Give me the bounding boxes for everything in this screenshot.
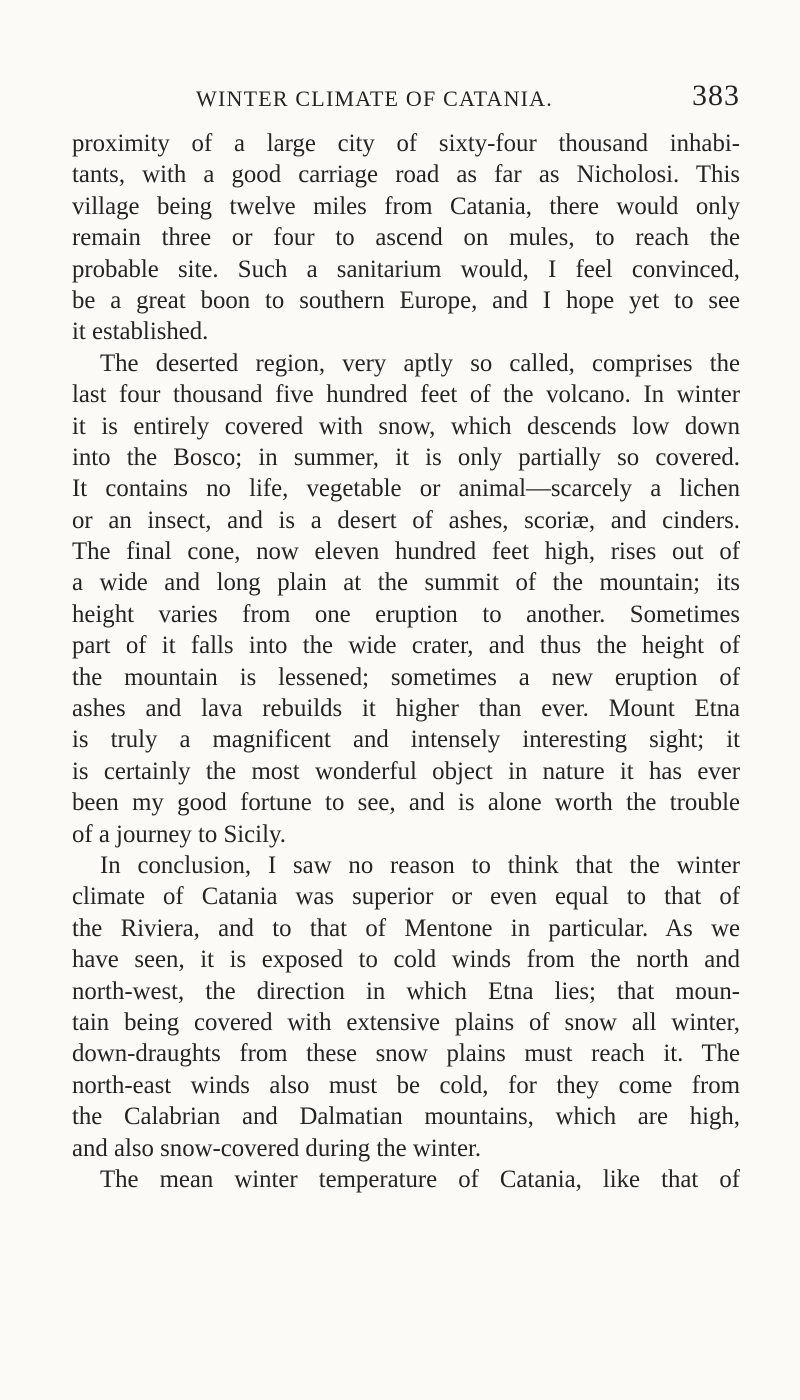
text-line: north-east winds also must be cold, for they come from bbox=[72, 1071, 740, 1099]
body-text bbox=[72, 128, 740, 1195]
text-line: the mountain is lessened; sometimes a new eruption of bbox=[72, 663, 740, 691]
text-line: probable site. Such a sanitarium would, I feel convinced, bbox=[72, 255, 740, 283]
text-line: tants, with a good carriage road as far as Nicholosi. This bbox=[72, 161, 740, 189]
text-line: It contains no life, vegetable or animal—scarcely a lichen bbox=[72, 475, 740, 503]
paragraph-start-line: The mean winter temperature of Catania, like that of bbox=[100, 1165, 740, 1193]
running-header bbox=[196, 79, 740, 114]
text-line: it is entirely covered with snow, which descends low down bbox=[72, 412, 740, 440]
text-line: north-west, the direction in which Etna lies; that moun- bbox=[72, 977, 740, 1005]
text-line: tain being covered with extensive plains of snow all winter, bbox=[72, 1008, 740, 1036]
text-line: last four thousand five hundred feet of the volcano. In winter bbox=[72, 381, 740, 409]
text-line: part of it falls into the wide crater, and thus the height of bbox=[72, 632, 740, 660]
page-number: 383 bbox=[692, 79, 740, 112]
text-line: been my good fortune to see, and is alone worth the trouble bbox=[72, 789, 740, 817]
text-line: height varies from one eruption to another. Sometimes bbox=[72, 600, 740, 628]
text-line: ashes and lava rebuilds it higher than ever. Mount Etna bbox=[72, 695, 740, 723]
text-line: a wide and long plain at the summit of the mountain; its bbox=[72, 569, 740, 597]
text-line: the Riviera, and to that of Mentone in particular. As we bbox=[72, 914, 740, 942]
text-line: into the Bosco; in summer, it is only partially so covered. bbox=[72, 443, 740, 471]
text-line: remain three or four to ascend on mules, to reach the bbox=[72, 224, 740, 252]
text-line: be a great boon to southern Europe, and I hope yet to see bbox=[72, 286, 740, 314]
paragraph-start-line: In conclusion, I saw no reason to think that the winter bbox=[100, 851, 740, 879]
text-line: The final cone, now eleven hundred feet high, rises out of bbox=[72, 538, 740, 566]
text-line: is certainly the most wonderful object in nature it has ever bbox=[72, 757, 740, 785]
text-line: and also snow-covered during the winter. bbox=[72, 1134, 482, 1162]
text-line: village being twelve miles from Catania, there would only bbox=[72, 192, 740, 220]
text-line: is truly a magnificent and intensely interesting sight; it bbox=[72, 726, 740, 754]
text-line: or an insect, and is a desert of ashes, scoriæ, and cinders. bbox=[72, 506, 740, 534]
text-line: of a journey to Sicily. bbox=[72, 820, 286, 848]
paragraph-start-line: The deserted region, very aptly so called, comprises the bbox=[100, 349, 740, 377]
text-line: proximity of a large city of sixty-four thousand inhabi- bbox=[72, 130, 740, 157]
text-line: the Calabrian and Dalmatian mountains, which are high, bbox=[72, 1103, 740, 1131]
text-line: down-draughts from these snow plains must reach it. The bbox=[72, 1040, 740, 1068]
text-line: it established. bbox=[72, 318, 209, 346]
text-line: have seen, it is exposed to cold winds from the north and bbox=[72, 946, 740, 974]
text-line: climate of Catania was superior or even equal to that of bbox=[72, 883, 740, 911]
running-title: WINTER CLIMATE OF CATANIA. bbox=[196, 86, 553, 111]
